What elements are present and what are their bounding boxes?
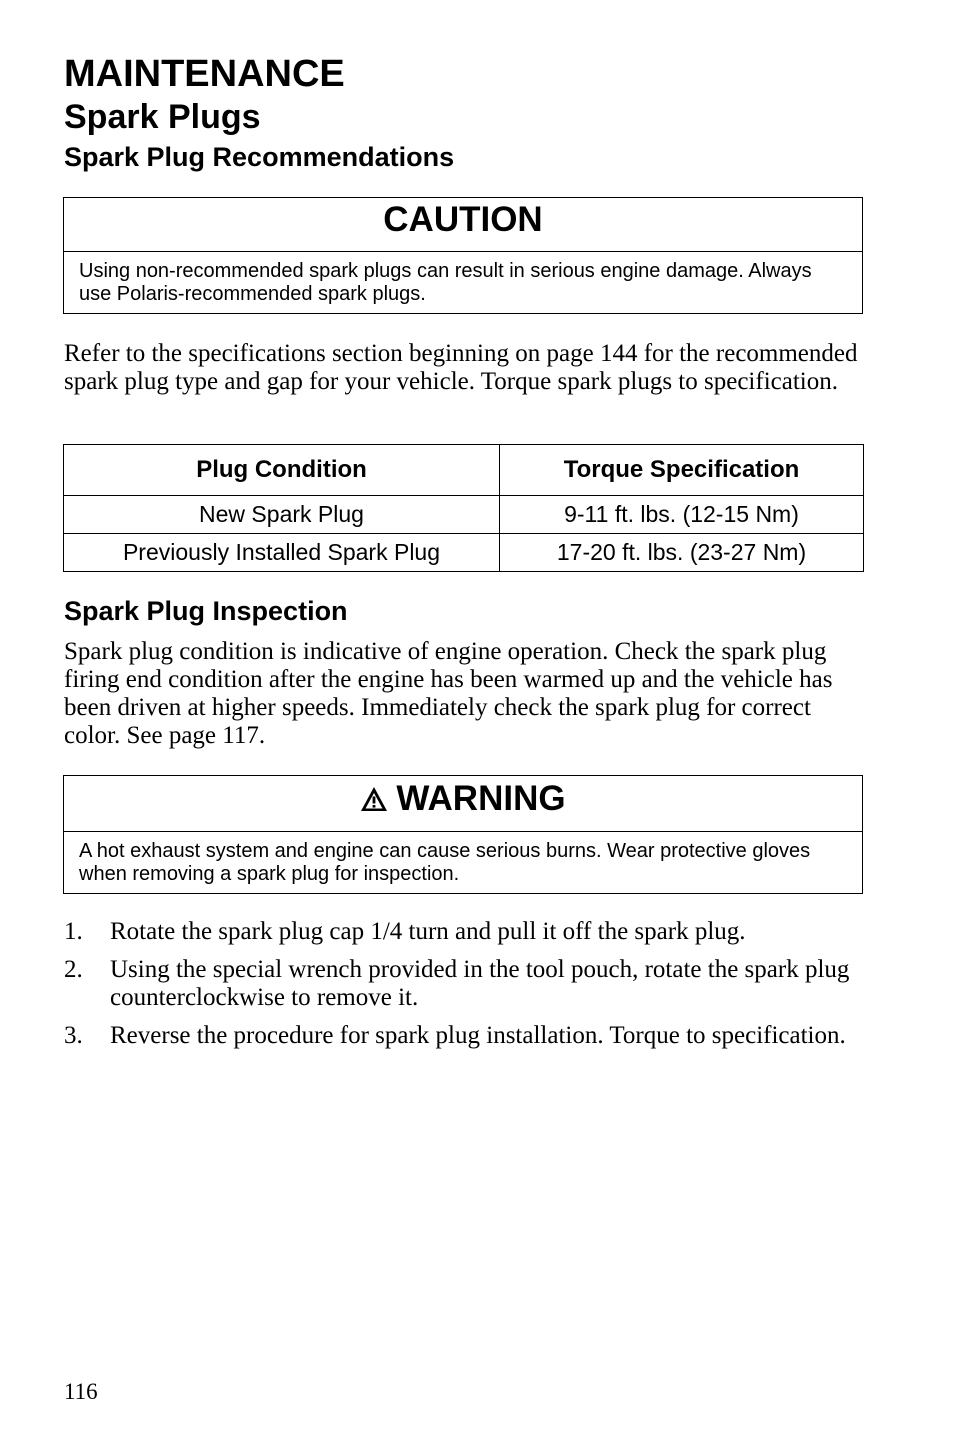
table-header-cell: Plug Condition <box>64 445 500 496</box>
section-title: MAINTENANCE <box>64 53 345 95</box>
table-cell: Previously Installed Spark Plug <box>64 534 500 572</box>
warning-title: WARNING <box>396 779 566 818</box>
list-item <box>64 918 864 946</box>
warning-triangle-icon <box>360 786 388 812</box>
step-number: 3. <box>64 1022 83 1049</box>
step-number: 2. <box>64 956 83 983</box>
table-row <box>64 534 864 572</box>
caution-title: CAUTION <box>64 198 862 252</box>
procedure-steps <box>64 918 864 1060</box>
list-item <box>64 956 864 1012</box>
warning-box <box>63 775 863 894</box>
warning-text: A hot exhaust system and engine can cause serious burns. Wear protective gloves when removing a spark plug for inspection. <box>79 840 811 885</box>
intro-paragraph: Refer to the specifications section beginning on page 144 for the recommended spark plug type and gap for your vehicle. Torque spark plugs to specification. <box>64 340 858 395</box>
table-header-row <box>64 445 864 496</box>
step-number: 1. <box>64 918 83 945</box>
step-text: Using the special wrench provided in the tool pouch, rotate the spark plug counterclockwise to remove it. <box>110 956 850 1011</box>
caution-box <box>63 197 863 314</box>
table-cell: 17-20 ft. lbs. (23-27 Nm) <box>500 534 864 572</box>
table-row <box>64 496 864 534</box>
step-text: Rotate the spark plug cap 1/4 turn and pull it off the spark plug. <box>110 918 746 945</box>
caution-text: Using non-recommended spark plugs can result in serious engine damage. Always use Polaris-recommended spark plugs. <box>79 260 812 305</box>
step-text: Reverse the procedure for spark plug installation. Torque to specification. <box>110 1022 846 1049</box>
inspection-paragraph: Spark plug condition is indicative of engine operation. Check the spark plug firing end condition after the engine has been warmed up and the vehicle has been driven at higher speeds. Immediately check the spark plug for correct color. See page 117. <box>64 638 833 749</box>
inspection-heading: Spark Plug Inspection <box>64 596 348 626</box>
recommendations-heading: Spark Plug Recommendations <box>64 142 455 172</box>
subsection-title: Spark Plugs <box>64 98 261 136</box>
table-cell: New Spark Plug <box>64 496 500 534</box>
table-header-cell: Torque Specification <box>500 445 864 496</box>
page-number: 116 <box>64 1379 98 1404</box>
list-item <box>64 1022 864 1050</box>
warning-header <box>64 776 862 832</box>
torque-table <box>63 444 864 572</box>
table-cell: 9-11 ft. lbs. (12-15 Nm) <box>500 496 864 534</box>
